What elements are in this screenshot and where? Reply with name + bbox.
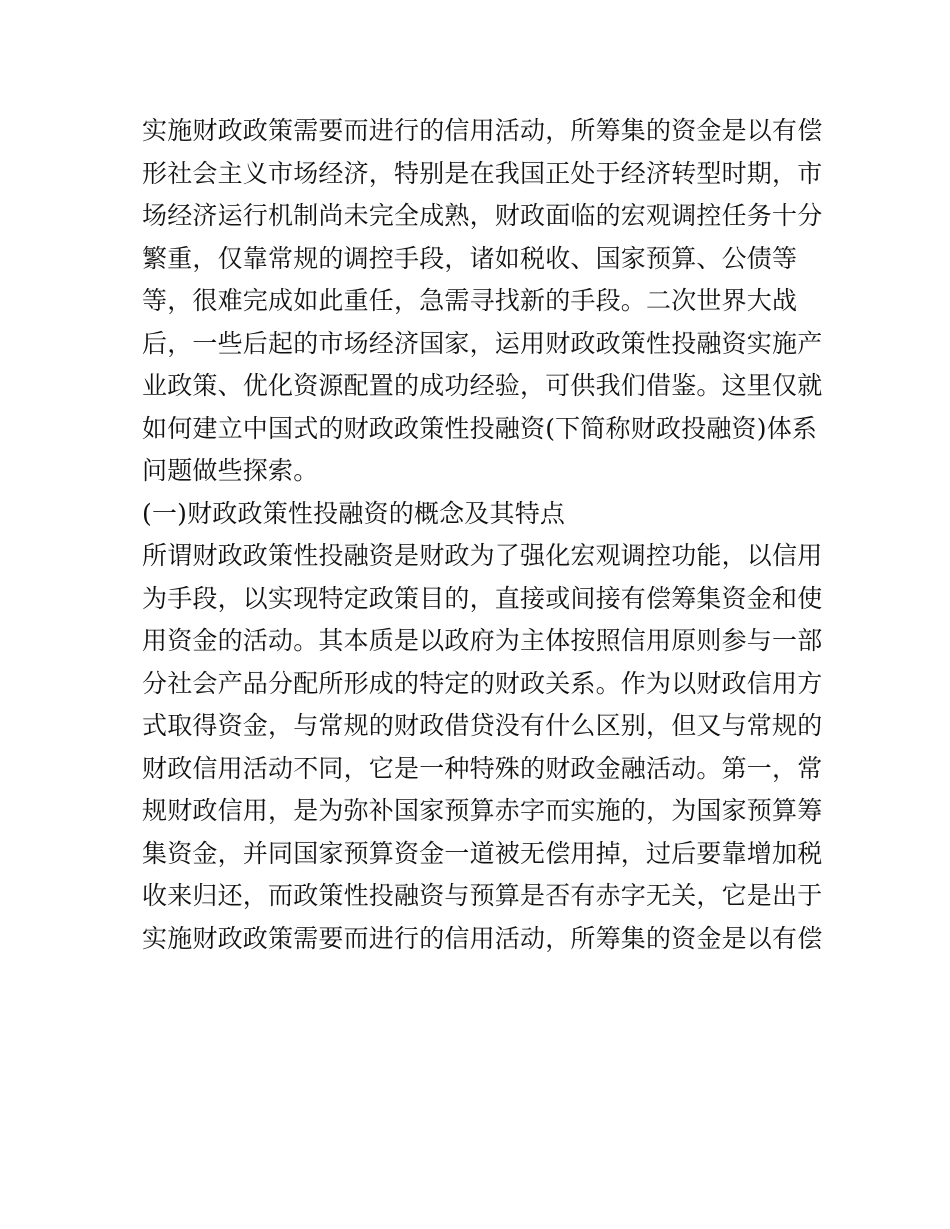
text-line: 实施财政政策需要而进行的信用活动，所筹集的资金是以有偿: [142, 923, 823, 953]
text-line: 财政信用活动不同，它是一种特殊的财政金融活动。第一，常: [142, 753, 823, 783]
text-line: 用资金的活动。其本质是以政府为主体按照信用原则参与一部: [142, 626, 823, 655]
text-line: 规财政信用，是为弥补国家预算赤字而实施的，为国家预算筹: [142, 796, 823, 825]
text-line: 繁重，仅靠常规的调控手段，诸如税收、国家预算、公债等: [142, 243, 798, 273]
body-text: [142, 110, 822, 960]
text-line: 业政策、优化资源配置的成功经验，可供我们借鉴。这里仅就: [142, 371, 823, 400]
text-line: 形社会主义市场经济，特别是在我国正处于经济转型时期，市: [142, 158, 823, 188]
text-line: 分社会产品分配所形成的特定的财政关系。作为以财政信用方: [142, 668, 823, 698]
text-line: 如何建立中国式的财政政策性投融资(下简称财政投融资)体系: [142, 413, 818, 443]
text-line: 式取得资金，与常规的财政借贷没有什么区别，但又与常规的: [142, 711, 823, 740]
text-line: 场经济运行机制尚未完全成熟，财政面临的宏观调控任务十分: [142, 201, 823, 230]
text-line: 实施财政政策需要而进行的信用活动，所筹集的资金是以有偿: [142, 116, 823, 145]
text-line: 为手段，以实现特定政策目的，直接或间接有偿筹集资金和使: [142, 583, 823, 613]
text-line: 等，很难完成如此重任，急需寻找新的手段。二次世界大战: [142, 286, 798, 315]
text-line: 收来归还，而政策性投融资与预算是否有赤字无关，它是出于: [142, 881, 823, 910]
text-line: 集资金，并同国家预算资金一道被无偿用掉，过后要靠增加税: [142, 838, 823, 868]
section-heading: (一)财政政策性投融资的概念及其特点: [142, 498, 566, 528]
text-line: 问题做些探索。: [142, 456, 319, 485]
text-line: 所谓财政政策性投融资是财政为了强化宏观调控功能，以信用: [142, 541, 823, 570]
text-line: 后，一些后起的市场经济国家，运用财政政策性投融资实施产: [142, 328, 823, 358]
